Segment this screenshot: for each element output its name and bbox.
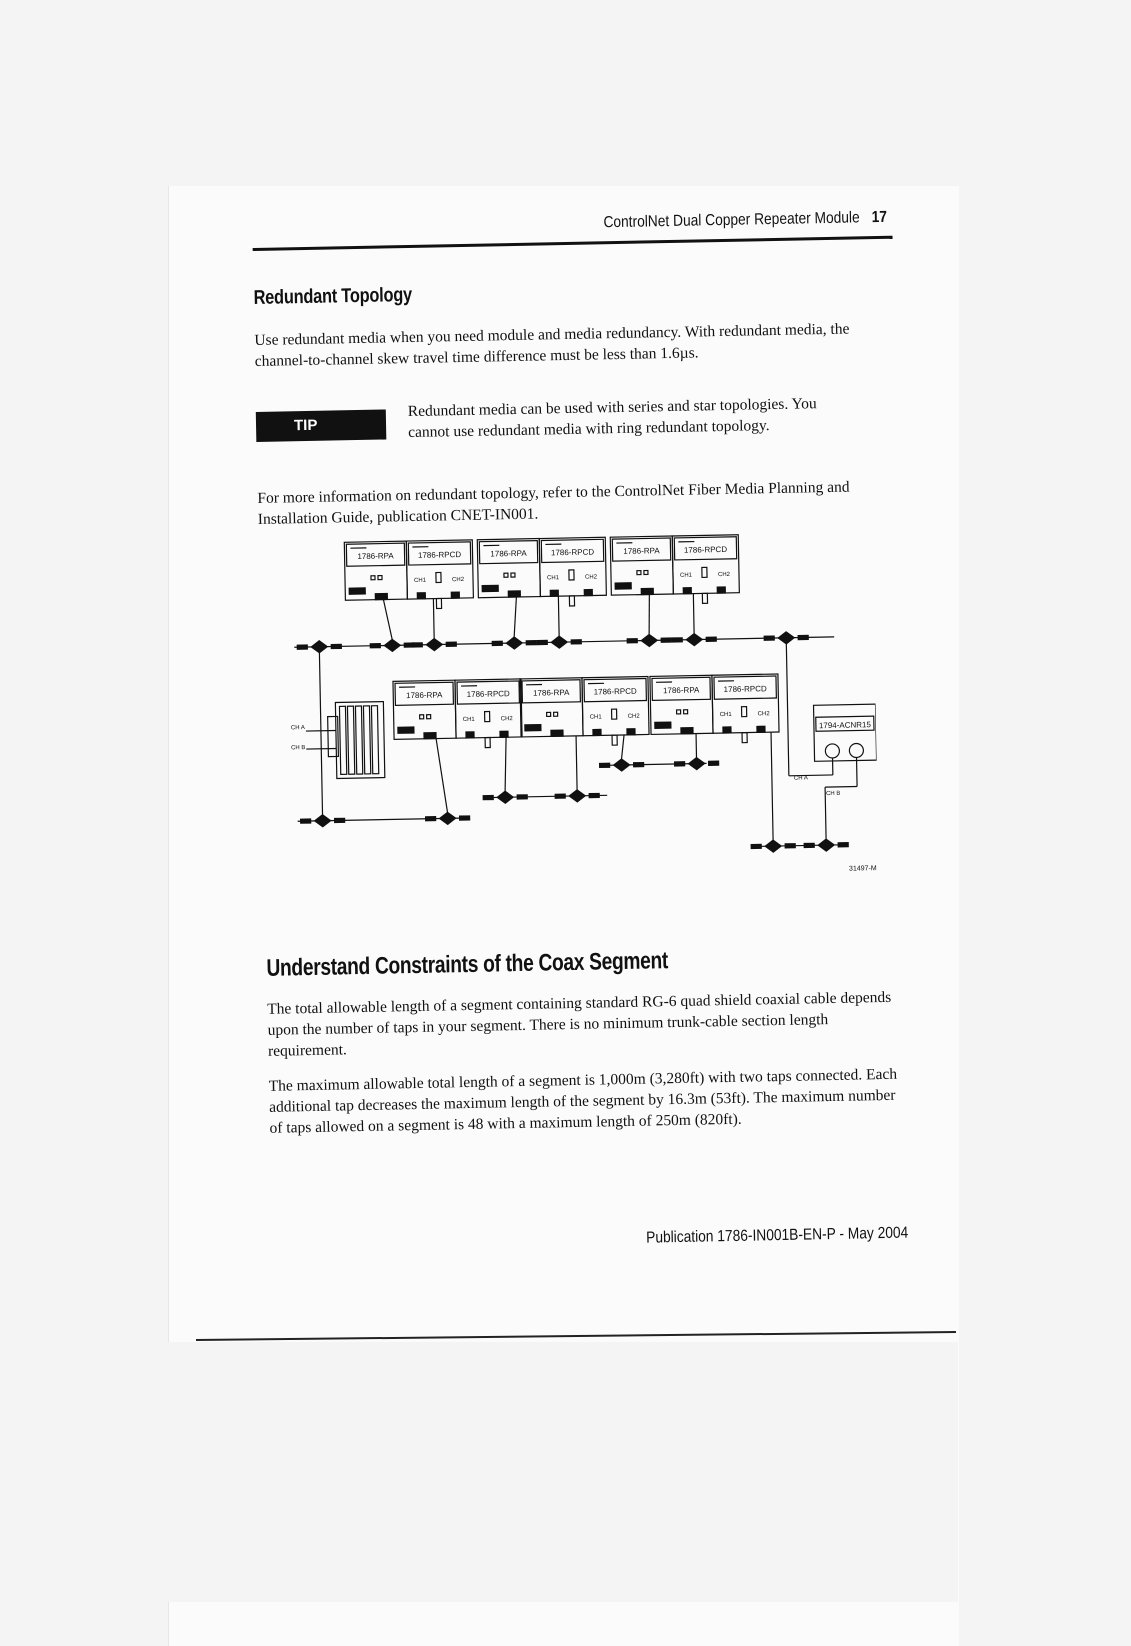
cable	[648, 594, 650, 634]
coax-tap	[301, 814, 345, 827]
repeater-module	[520, 676, 649, 746]
coax-tap	[426, 812, 470, 825]
repeater-module	[610, 535, 739, 605]
cable	[789, 775, 833, 776]
cable	[576, 736, 577, 790]
module-label-rpcd: 1786-RPCD	[594, 687, 638, 697]
section-heading-redundant-topology: Redundant Topology	[253, 277, 778, 310]
section-heading-coax-constraints: Understand Constraints of the Coax Segment	[266, 945, 778, 983]
module-label-rpcd: 1786-RPCD	[684, 545, 728, 555]
rpcd-body	[582, 676, 649, 735]
repeater-module	[344, 540, 473, 610]
header-title: ControlNet Dual Copper Repeater Module	[603, 209, 860, 231]
coax-tap	[537, 636, 581, 649]
cable	[857, 757, 858, 786]
figure-number: 31497-M	[849, 865, 877, 873]
cable	[383, 599, 392, 639]
tip-box	[256, 392, 897, 446]
channel-label: CH1	[547, 575, 560, 581]
rpcd-body	[539, 537, 606, 596]
page-number: 17	[872, 209, 888, 226]
cable	[504, 737, 507, 791]
paragraph: The maximum allowable total length of a segment is 1,000m (3,280ft) with two taps connected. Each additional tap decreases the maximum length of the segment by 16.3m (53ft). The maximum number of taps allowed on a segment is 48 with a maximum length of 250m (820ft).	[269, 1064, 910, 1139]
rpcd-body	[406, 540, 473, 599]
channel-label: CH2	[628, 714, 641, 720]
ch-a-label: CH A	[794, 775, 808, 781]
coax-tap	[492, 637, 536, 650]
cable	[306, 730, 336, 731]
cable	[319, 653, 322, 815]
cable	[433, 599, 434, 639]
module-label-rpcd: 1786-RPCD	[551, 547, 595, 557]
cable	[693, 594, 694, 634]
channel-label: CH1	[590, 714, 603, 720]
tip-badge: TIP	[256, 409, 387, 441]
channel-label: CH1	[680, 573, 693, 579]
module-label-rpa: 1786-RPA	[357, 551, 394, 561]
plc-chassis	[327, 702, 384, 779]
coax-tap	[600, 759, 644, 772]
module-label-rpa: 1786-RPA	[533, 688, 570, 698]
cable	[513, 597, 517, 637]
channel-label: CH2	[585, 574, 598, 580]
coax-tap	[751, 840, 795, 853]
cable	[621, 735, 624, 759]
cable	[558, 596, 559, 636]
cable	[436, 738, 447, 812]
cable	[825, 786, 857, 787]
channel-label: CH1	[463, 717, 476, 723]
coax-tap	[370, 639, 414, 652]
adapter-label: 1794-ACNR15	[819, 720, 872, 730]
coax-tap	[672, 633, 716, 646]
coax-tap	[627, 634, 671, 647]
rpcd-body	[672, 535, 739, 594]
channel-label: CH2	[758, 711, 771, 717]
cable	[771, 732, 773, 840]
coax-tap	[675, 757, 719, 770]
channel-label: CH2	[718, 572, 731, 578]
cable	[306, 748, 336, 749]
module-label-rpa: 1786-RPA	[406, 690, 443, 700]
paragraph: For more information on redundant topology, refer to the ControlNet Fiber Media Planning and Installation Guide, publication CNET-IN001.	[257, 476, 898, 530]
rpcd-body	[455, 679, 522, 738]
coax-tap	[555, 789, 599, 802]
paragraph: Use redundant media when you need module and media redundancy. With redundant media, the channel-to-channel skew travel time difference must be less than 1.6µs.	[254, 318, 895, 372]
module-label-rpa: 1786-RPA	[663, 685, 700, 695]
coax-tap	[297, 640, 341, 653]
paragraph: The total allowable length of a segment containing standard RG-6 quad shield coaxial cable depends upon the number of taps in your segment. There is no minimum trunk-cable section length requirement.	[267, 987, 908, 1062]
coax-tap	[412, 638, 456, 651]
coax-tap	[764, 631, 808, 644]
module-label-rpa: 1786-RPA	[623, 546, 660, 556]
flex-adapter	[814, 704, 877, 761]
channel-label: CH2	[452, 577, 465, 583]
redundant-topology-diagram	[272, 524, 879, 885]
cable	[786, 644, 789, 776]
ch-b-label: CH B	[291, 745, 305, 751]
module-label-rpa: 1786-RPA	[490, 549, 527, 559]
channel-label: CH2	[501, 716, 514, 722]
repeater-module	[650, 674, 779, 744]
repeater-module	[477, 537, 606, 607]
coax-tap	[804, 839, 848, 852]
module-label-rpcd: 1786-RPCD	[467, 689, 511, 699]
repeater-module	[393, 679, 522, 749]
module-label-rpcd: 1786-RPCD	[418, 550, 462, 560]
ch-b-label: CH B	[826, 791, 840, 797]
background	[168, 1342, 958, 1602]
ch-a-label: CH A	[291, 725, 305, 731]
rpcd-body	[712, 674, 779, 733]
channel-label: CH1	[720, 712, 733, 718]
coax-tap	[483, 791, 527, 804]
page-content	[252, 203, 912, 1255]
tip-text: Redundant media can be used with series and star topologies. You cannot use redundant media with ring redundant topology.	[408, 393, 849, 443]
channel-label: CH1	[414, 578, 427, 584]
module-label-rpcd: 1786-RPCD	[724, 684, 768, 694]
publication-footer: Publication 1786-IN001B-EN-P - May 2004	[361, 1225, 912, 1254]
